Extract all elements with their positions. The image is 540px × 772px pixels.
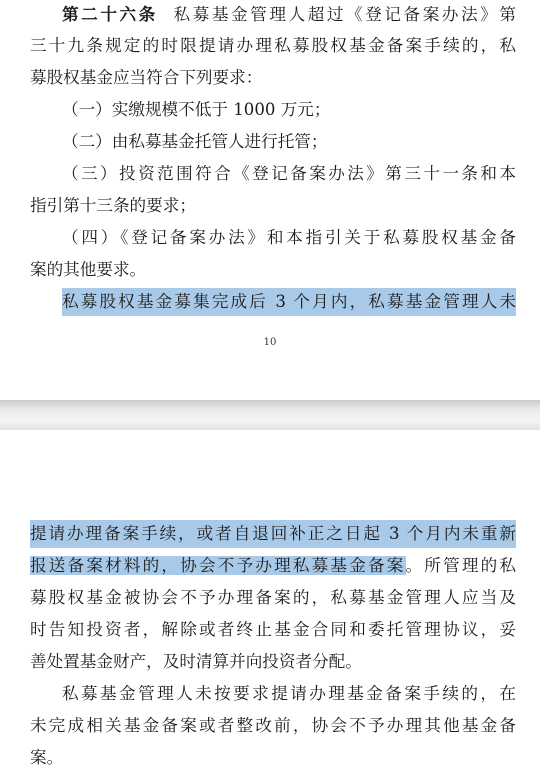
- paragraph-2-first-line: 私募基金管理人未按要求提请办理基金备案手续的，在: [62, 684, 516, 703]
- list-item-1: （一）实缴规模不低于 1000 万元；: [62, 100, 331, 119]
- body-line: [30, 552, 516, 580]
- page-break: [0, 400, 540, 430]
- list-item-4: （四）《登记备案办法》和本指引关于私募股权基金备: [62, 228, 516, 247]
- list-item-2: （二）由私募基金托管人进行托管；: [62, 132, 328, 151]
- body-line: 未完成相关基金备案或者整改前，协会不予办理其他基金备: [30, 716, 516, 735]
- article-26-first-line: [62, 0, 516, 28]
- body-text: 。所管理的私: [405, 556, 517, 575]
- list-item-3: （三）投资范围符合《登记备案办法》第三十一条和本: [62, 164, 516, 183]
- article-text: 私募基金管理人超过《登记备案办法》第: [173, 5, 516, 24]
- article-title: 第二十六条: [62, 4, 158, 24]
- highlighted-text[interactable]: 报送备案材料的，协会不予办理私募基金备案: [30, 556, 406, 575]
- document-page-bottom: [0, 430, 540, 767]
- body-line: 募股权基金应当符合下列要求：: [30, 68, 263, 87]
- body-line: 善处置基金财产，及时清算并向投资者分配。: [30, 652, 362, 671]
- highlighted-text[interactable]: 提请办理备案手续，或者自退回补正之日起 3 个月内未重新: [30, 520, 516, 548]
- list-item-3-cont: 指引第十三条的要求；: [30, 196, 196, 215]
- highlighted-text[interactable]: 私募股权基金募集完成后 3 个月内，私募基金管理人未: [62, 288, 516, 316]
- body-line: 三十九条规定的时限提请办理私募股权基金备案手续的，私: [30, 36, 516, 55]
- body-line: 募股权基金被协会不予办理备案的，私募基金管理人应当及: [30, 588, 516, 607]
- body-line: 案。: [30, 748, 64, 767]
- list-item-4-cont: 案的其他要求。: [30, 260, 147, 279]
- body-line: 时告知投资者，解除或者终止基金合同和委托管理协议，妥: [30, 620, 516, 639]
- page-number: 10: [263, 337, 277, 348]
